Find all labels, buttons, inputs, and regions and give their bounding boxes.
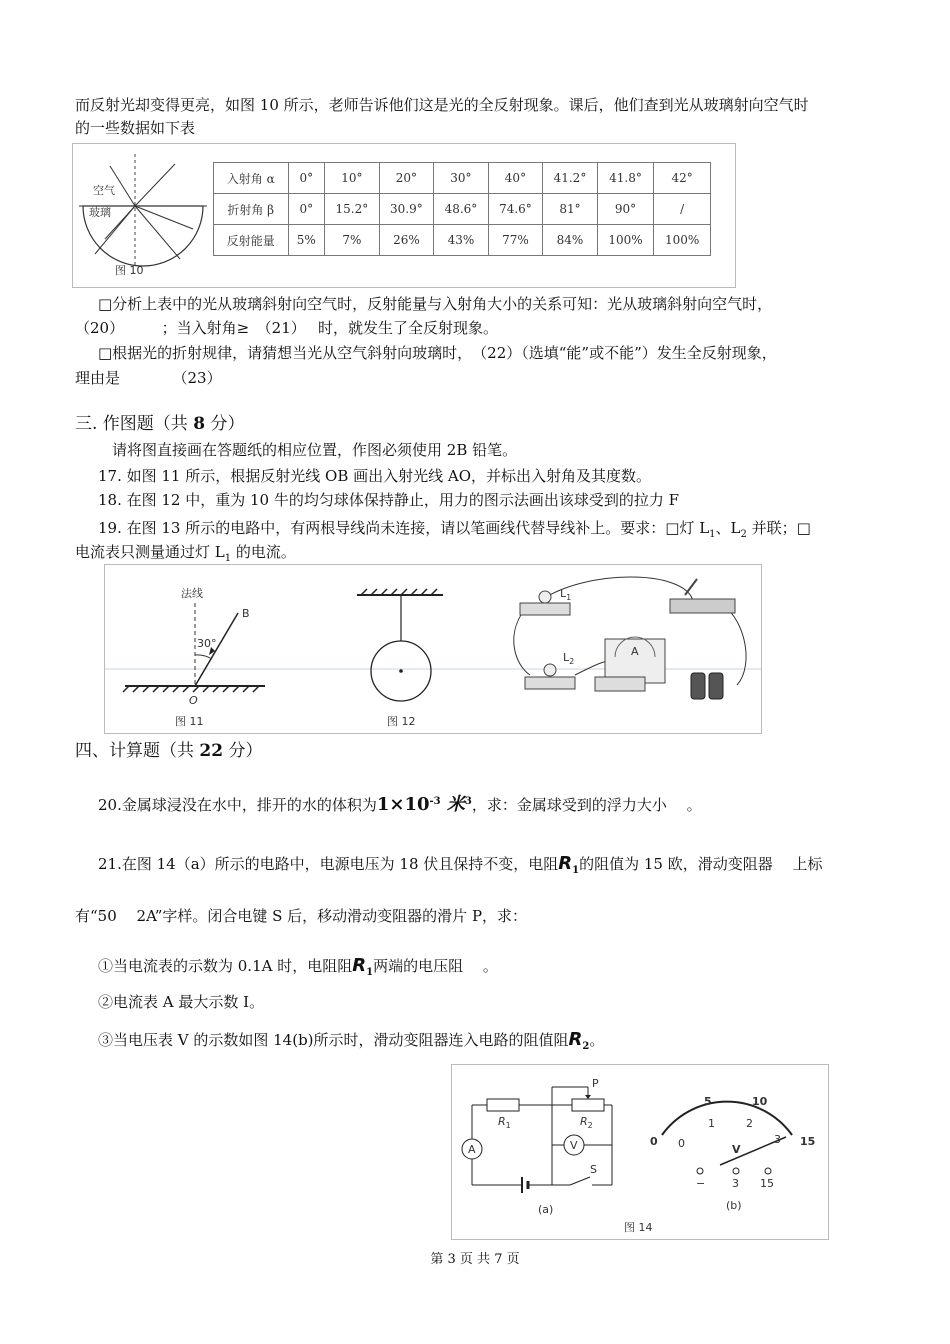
meter-base	[595, 677, 645, 691]
table-row	[214, 163, 711, 194]
table-cell: 40°	[488, 163, 543, 194]
scale-10: 10	[752, 1095, 768, 1108]
table-cell: 81°	[543, 194, 598, 225]
angle-arc	[195, 655, 212, 659]
table-cell: 42°	[654, 163, 711, 194]
voltmeter-v-label: V	[732, 1143, 741, 1156]
q17: 17. 如图 11 所示，根据反射光线 OB 画出入射光线 AO，并标出入射角及其度数。	[98, 467, 652, 485]
table-cell: 43%	[434, 225, 489, 256]
table-cell: 15.2°	[325, 194, 380, 225]
table-cell: 77%	[488, 225, 543, 256]
caption-a: (a)	[538, 1203, 554, 1216]
q18: 18. 在图 12 中，重为 10 牛的均匀球体保持静止，用力的图示法画出该球受到的拉力 F	[98, 491, 680, 509]
table-cell: 41.8°	[597, 163, 654, 194]
angle-label: 30°	[197, 637, 217, 650]
table-cell: 20°	[379, 163, 434, 194]
fig12-caption: 图 12	[387, 715, 416, 728]
voltmeter-label: V	[570, 1139, 578, 1152]
row-header: 入射角 α	[214, 163, 289, 194]
table-cell: 41.2°	[543, 163, 598, 194]
glass-label: 玻璃	[89, 206, 111, 219]
slider-arrow-icon	[585, 1095, 591, 1099]
table-cell: 0°	[288, 194, 325, 225]
inner-scale-0: 0	[678, 1137, 685, 1150]
table-cell: 0°	[288, 163, 325, 194]
lamp-l2-icon	[544, 664, 556, 676]
q-analysis-1: □分析上表中的光从玻璃斜射向空气时，反射能量与入射角大小的关系可知：光从玻璃斜射向空气时，	[98, 295, 773, 313]
q21-sub-1: ①当电流表的示数为 0.1A 时，电阻阻$R_1$两端的电压阻 。	[98, 955, 498, 978]
terminal-minus	[697, 1168, 703, 1174]
p-label: P	[592, 1077, 599, 1090]
point-b-label: B	[242, 607, 250, 620]
terminal-15	[765, 1168, 771, 1174]
q-analysis-4: 理由是 （23）	[75, 369, 222, 387]
air-label: 空气	[93, 184, 115, 197]
row-header: 折射角 β	[214, 194, 289, 225]
r2-label: $R_2$	[580, 1115, 593, 1130]
caption-b: (b)	[726, 1199, 742, 1212]
figure-14a-circuit	[462, 1077, 612, 1216]
scale-15: 15	[800, 1135, 816, 1148]
switch-icon	[670, 599, 735, 613]
lamp-l1-icon	[539, 591, 551, 603]
row-header: 反射能量	[214, 225, 289, 256]
table-cell: 10°	[325, 163, 380, 194]
ammeter-label: A	[631, 645, 639, 658]
ray-4	[135, 206, 193, 229]
figure-12	[357, 589, 443, 728]
terminal-15-label: 15	[760, 1177, 774, 1190]
figure-13	[514, 577, 746, 699]
q21-sub-3: ③当电压表 V 的示数如图 14(b)所示时，滑动变阻器连入电路的阻值阻$R_2$。	[98, 1029, 605, 1052]
refraction-table	[213, 162, 711, 256]
table-cell: 74.6°	[488, 194, 543, 225]
table-row	[214, 194, 711, 225]
wire-right	[717, 601, 746, 685]
figure-10	[72, 143, 736, 288]
figures-11-13	[104, 564, 762, 734]
inner-scale-2: 2	[746, 1117, 753, 1130]
lamp-l2-base	[525, 677, 575, 689]
section-3-title: 三. 作图题（共 8 分）	[75, 414, 245, 434]
page-footer: 第 3 页 共 7 页	[430, 1252, 520, 1267]
resistor-r1	[487, 1099, 519, 1111]
ball-center	[399, 669, 403, 673]
table-cell: 48.6°	[434, 194, 489, 225]
table-cell: 100%	[597, 225, 654, 256]
table-cell: 100%	[654, 225, 711, 256]
figure-14b-voltmeter	[650, 1095, 815, 1212]
fig14-caption: 图 14	[624, 1221, 653, 1234]
q19-line-1: 19. 在图 13 所示的电路中，有两根导线尚未连接，请以笔画线代替导线补上。要求：□灯 $L_1$、$L_2$ 并联；□	[98, 519, 811, 540]
table-cell: 84%	[543, 225, 598, 256]
table-cell: /	[654, 194, 711, 225]
terminal-3-label: 3	[732, 1177, 739, 1190]
q-analysis-2: （20） ；当入射角≥ （21） 时，就发生了全反射现象。	[75, 319, 499, 337]
inner-scale-3: 3	[774, 1133, 781, 1146]
section-3-note: 请将图直接画在答题纸的相应位置，作图必须使用 2B 铅笔。	[112, 441, 518, 459]
section-4-title: 四、计算题（共 22 分）	[75, 741, 263, 761]
switch-label: S	[590, 1163, 597, 1176]
fig10-caption: 图 10	[115, 264, 144, 277]
switch-icon	[570, 1177, 590, 1185]
normal-label: 法线	[181, 587, 203, 600]
table-cell: 30°	[434, 163, 489, 194]
intro-line-2: 的一些数据如下表	[75, 119, 196, 137]
q-analysis-3: □根据光的折射规律，请猜想当光从空气斜射向玻璃时， （22）（选填“能”或不能”）发生全反射现象，	[98, 344, 777, 362]
figure-11	[123, 586, 265, 728]
ammeter-label: A	[468, 1143, 476, 1156]
l2-label: $L_2$	[563, 651, 575, 666]
q19-line-2: 电流表只测量通过灯 $L_1$ 的电流。	[75, 543, 296, 564]
fig11-caption: 图 11	[175, 715, 204, 728]
table-cell: 26%	[379, 225, 434, 256]
scale-0: 0	[650, 1135, 658, 1148]
lamp-l1-base	[520, 603, 570, 615]
r1-label: $R_1$	[498, 1115, 511, 1130]
reflected-ray	[135, 206, 180, 259]
intro-line-1: 而反射光却变得更亮，如图 10 所示，老师告诉他们这是光的全反射现象。课后，他们查到光从玻璃射向空气时	[75, 96, 809, 114]
terminal-3	[733, 1168, 739, 1174]
q21-line-1: 21.在图 14（a）所示的电路中，电源电压为 18 伏且保持不变，电阻$R_1$的阻值为 15 欧，滑动变阻器 上标	[98, 853, 823, 876]
table-row	[214, 225, 711, 256]
scale-5: 5	[704, 1095, 712, 1108]
refracted-ray	[135, 164, 175, 206]
battery-icon	[691, 673, 705, 699]
q21-line-2: 有“50 2A”字样。闭合电键 S 后，移动滑动变阻器的滑片 P，求：	[75, 907, 528, 925]
l1-label: $L_1$	[560, 587, 572, 602]
table-cell: 30.9°	[379, 194, 434, 225]
table-cell: 7%	[325, 225, 380, 256]
resistor-r2	[572, 1099, 604, 1111]
voltmeter-scale-arc	[662, 1102, 792, 1135]
terminal-minus-label: −	[696, 1177, 706, 1190]
q20: 20.金属球浸没在水中，排开的水的体积为$1\times 10^{-3}$ 米$^3$，求：金属球受到的浮力大小 。	[98, 794, 702, 815]
refraction-diagram	[75, 144, 210, 284]
table-cell: 90°	[597, 194, 654, 225]
battery-icon	[709, 673, 723, 699]
table-cell: 5%	[288, 225, 325, 256]
q21-sub-2: ②电流表 A 最大示数 I。	[98, 993, 265, 1011]
figure-14	[451, 1064, 829, 1240]
inner-scale-1: 1	[708, 1117, 715, 1130]
wire-left	[514, 609, 530, 675]
point-o-label: O	[189, 694, 198, 707]
